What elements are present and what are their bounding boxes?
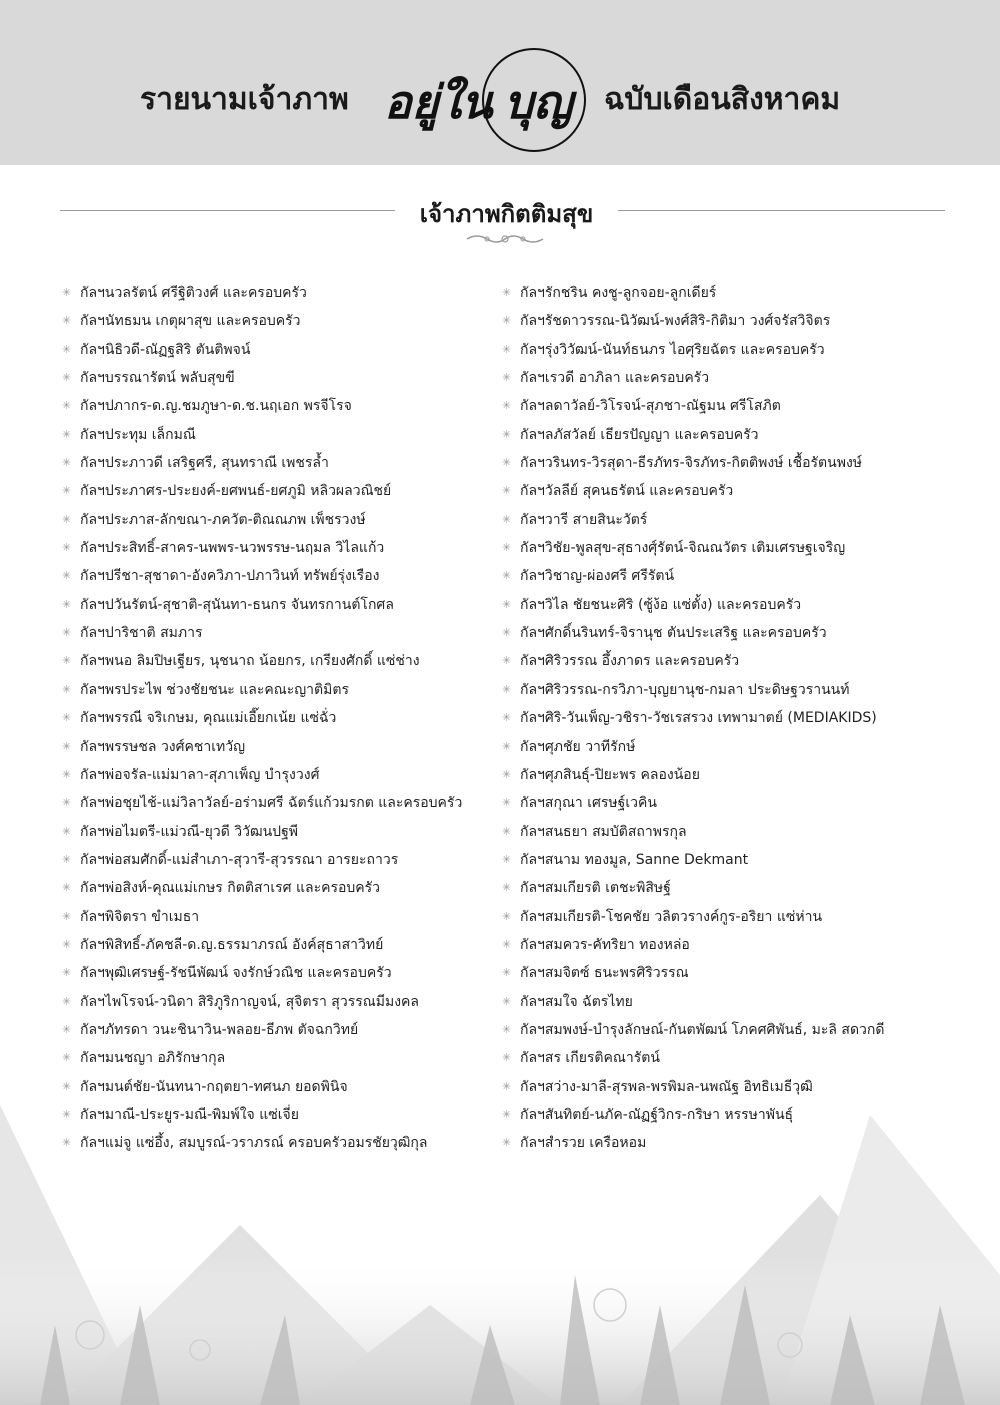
right-list-item — [502, 877, 942, 905]
donor-name: กัลฯรุ่งวิวัฒน์-นันท์ธนภร ไอศุริยฉัตร และครอบครัว — [520, 341, 825, 358]
section-heading — [60, 190, 945, 250]
left-list-item — [62, 537, 492, 565]
donor-name: กัลฯลดาวัลย์-วิโรจน์-สุภชา-ณัฐมน ศรีโสภิต — [520, 398, 781, 415]
donor-name: กัลฯภัทรดา วนะชินาวิน-พลอย-ธีภพ ตัจฉกวิทย์ — [80, 1021, 359, 1038]
bullet-icon: ✳ — [502, 767, 512, 781]
bullet-icon: ✳ — [502, 427, 512, 441]
donor-name: กัลฯนิธิวดี-ณัฏฐสิริ ตันติพจน์ — [80, 341, 251, 358]
donor-name: กัลฯศิริ-วันเพ็ญ-วชิรา-วัชเรสรวง เทพามาตย์ (MEDIAKIDS) — [520, 710, 877, 727]
bullet-icon: ✳ — [502, 852, 512, 866]
bullet-icon: ✳ — [502, 796, 512, 810]
left-list-item — [62, 821, 492, 849]
left-list-item — [62, 679, 492, 707]
bullet-icon: ✳ — [62, 1079, 72, 1093]
bullet-icon: ✳ — [62, 1136, 72, 1150]
bullet-icon: ✳ — [502, 1079, 512, 1093]
donor-name: กัลฯวรินทร-วิรสุดา-ธีรภัทร-จิรภัทร-กิตติพงษ์ เชื้อรัตนพงษ์ — [520, 455, 863, 472]
donor-name: กัลฯพุฒิเศรษฐ์-รัชนีพัฒน์ จงรักษ์วณิช และครอบครัว — [80, 965, 392, 982]
left-list-item — [62, 310, 492, 338]
left-list-item — [62, 1047, 492, 1075]
bullet-icon: ✳ — [62, 739, 72, 753]
right-list-item — [502, 395, 942, 423]
donor-name: กัลฯวารี สายสินะวัตร์ — [520, 511, 648, 528]
donor-name: กัลฯพ่อชุยไช้-แม่วิลาวัลย์-อร่ามศรี ฉัตร์แก้วมรกต และครอบครัว — [80, 795, 463, 812]
bullet-icon: ✳ — [62, 682, 72, 696]
donor-name: กัลฯรักชริน คงชู-ลูกจอย-ลูกเดียร์ — [520, 285, 717, 301]
bullet-icon: ✳ — [62, 1051, 72, 1065]
right-list-item — [502, 707, 942, 735]
donor-name: กัลฯประสิทธิ์-สาคร-นพพร-นวพรรษ-นฤมล วิไลแก้ว — [80, 540, 385, 557]
bullet-icon: ✳ — [502, 286, 512, 299]
donor-name: กัลฯสมพงษ์-บำรุงลักษณ์-กันตพัฒน์ โภคศศิพันธ์, มะลิ สดวกดี — [520, 1021, 885, 1038]
header-right-title: ฉบับเดือนสิงหาคม — [604, 82, 841, 117]
bullet-icon: ✳ — [502, 1107, 512, 1121]
donor-name: กัลฯประภาวดี เสริฐศรี, สุนทราณี เพชรล้ำ — [80, 455, 329, 472]
header-banner — [0, 0, 1000, 165]
right-list-item — [502, 339, 942, 367]
donor-name: กัลฯวัลลีย์ สุคนธรัตน์ และครอบครัว — [520, 483, 734, 500]
bullet-icon: ✳ — [502, 512, 512, 526]
bullet-icon: ✳ — [62, 512, 72, 526]
logo-text-right: บุญ — [504, 75, 573, 129]
bullet-icon: ✳ — [502, 654, 512, 668]
right-list-item — [502, 480, 942, 508]
bullet-icon: ✳ — [502, 1051, 512, 1065]
donor-name: กัลฯพ่อจรัล-แม่มาลา-สุภาเพ็ญ บำรุงวงศ์ — [80, 766, 320, 783]
bullet-icon: ✳ — [62, 711, 72, 725]
donor-name: กัลฯปภากร-ด.ญ.ชมภูษา-ด.ช.นฤเอก พรจีโรจ — [80, 398, 352, 415]
donor-name: กัลฯพนอ ลิมปิษเฐียร, นุชนาถ น้อยกร, เกรียงศักดิ์ แซ่ช่าง — [80, 653, 420, 670]
donor-name: กัลฯพ่อไมตรี-แม่วณี-ยุวดี วิวัฒนปฐพี — [80, 823, 299, 840]
bullet-icon: ✳ — [502, 1022, 512, 1036]
bullet-icon: ✳ — [502, 456, 512, 470]
left-list-item — [62, 452, 492, 480]
header-left-title: รายนามเจ้าภาพ — [140, 82, 349, 117]
bullet-icon: ✳ — [502, 881, 512, 895]
magazine-logo — [384, 48, 589, 160]
left-list-item — [62, 991, 492, 1019]
right-list-item — [502, 849, 942, 877]
bullet-icon: ✳ — [62, 427, 72, 441]
donor-name: กัลฯสมเกียรติ เตชะพิสิษฐ์ — [520, 880, 671, 897]
donor-name: กัลฯรัชดาวรรณ-นิวัฒน์-พงศ์สิริ-กิติมา วงศ์จรัสวิจิตร — [520, 313, 831, 330]
right-list-item — [502, 424, 942, 452]
donor-name: กัลฯประทุม เล็กมณี — [80, 426, 196, 443]
left-list-item — [62, 509, 492, 537]
bullet-icon: ✳ — [62, 569, 72, 583]
right-list-item — [502, 509, 942, 537]
donor-name: กัลฯวิชัย-พูลสุข-สุธางศุ์รัตน์-จิณณวัตร เติมเศรษฐเจริญ — [520, 540, 846, 557]
donor-name: กัลฯปรีชา-สุชาดา-อังควิภา-ปภาวินท์ ทรัพย์รุ่งเรือง — [80, 568, 380, 585]
right-list-item — [502, 622, 942, 650]
right-list-item — [502, 310, 942, 338]
donor-name: กัลฯสำรวย เครือหอม — [520, 1135, 647, 1152]
bullet-icon: ✳ — [502, 569, 512, 583]
bullet-icon: ✳ — [62, 767, 72, 781]
donor-name: กัลฯเรวดี อาภิลา และครอบครัว — [520, 370, 710, 387]
donor-name: กัลฯพ่อสมศักดิ์-แม่สำเภา-สุวารี-สุวรรณา อารยะถาวร — [80, 851, 399, 868]
heading-rule-left — [60, 210, 395, 211]
donor-name: กัลฯมนต์ชัย-นันทนา-กฤตยา-ทศนภ ยอดพินิจ — [80, 1078, 348, 1095]
right-list-item — [502, 565, 942, 593]
left-list-item — [62, 565, 492, 593]
donor-name: กัลฯสันทิตย์-นภัค-ณัฏฐ์วิกร-กริษา หรรษาพันธุ์ — [520, 1106, 794, 1123]
bullet-icon: ✳ — [502, 597, 512, 611]
bullet-icon: ✳ — [62, 286, 72, 299]
donor-name: กัลฯมาณี-ประยูร-มณี-พิมพ์ใจ แซ่เจี่ย — [80, 1106, 299, 1123]
donor-name: กัลฯลภัสวัลย์ เธียรปัญญา และครอบครัว — [520, 426, 759, 443]
bullet-icon: ✳ — [62, 994, 72, 1008]
donor-name: กัลฯสนธยา สมบัติสถาพรกุล — [520, 823, 687, 840]
donor-name: กัลฯพิสิทธิ์-ภัคชลี-ด.ญ.ธรรมาภรณ์ อังค์สุธาสาวิทย์ — [80, 936, 384, 953]
bullet-icon: ✳ — [502, 371, 512, 385]
bullet-icon: ✳ — [62, 597, 72, 611]
donor-name: กัลฯศุภชัย วาทีรักษ์ — [520, 738, 636, 755]
left-list-item — [62, 367, 492, 395]
right-list-item — [502, 282, 942, 310]
right-list-item — [502, 679, 942, 707]
bullet-icon: ✳ — [502, 399, 512, 413]
donor-list-right — [502, 282, 942, 1161]
bullet-icon: ✳ — [62, 314, 72, 328]
left-list-item — [62, 906, 492, 934]
donor-name: กัลฯประภาส-ลักขณา-ภควัต-ติณณภพ เพ็ชรวงษ์ — [80, 511, 366, 528]
bullet-icon: ✳ — [62, 541, 72, 555]
donor-name: กัลฯพรประไพ ช่วงชัยชนะ และคณะญาติมิตร — [80, 681, 349, 698]
donor-name: กัลฯสมควร-คัทริยา ทองหล่อ — [520, 936, 690, 953]
bullet-icon: ✳ — [502, 966, 512, 980]
bullet-icon: ✳ — [62, 399, 72, 413]
right-list-item — [502, 367, 942, 395]
right-list-item — [502, 991, 942, 1019]
donor-name: กัลฯสกุณา เศรษฐ์เวคิน — [520, 795, 657, 812]
bullet-icon: ✳ — [502, 937, 512, 951]
bullet-icon: ✳ — [62, 654, 72, 668]
donor-name: กัลฯปวันรัตน์-สุชาติ-สุนันทา-ธนกร จันทรกานต์โกศล — [80, 596, 394, 613]
right-list-item — [502, 764, 942, 792]
donor-name: กัลฯบรรณารัตน์ พลับสุขขี — [80, 370, 235, 387]
right-list-item — [502, 906, 942, 934]
bullet-icon: ✳ — [502, 1136, 512, 1150]
bullet-icon: ✳ — [62, 1022, 72, 1036]
left-list-item — [62, 849, 492, 877]
left-list-item — [62, 877, 492, 905]
donor-name: กัลฯนัทธมน เกตุผาสุข และครอบครัว — [80, 313, 301, 330]
bullet-icon: ✳ — [62, 824, 72, 838]
bullet-icon: ✳ — [502, 824, 512, 838]
left-list-item — [62, 1019, 492, 1047]
ornament-icon — [465, 232, 545, 246]
right-list-item — [502, 1019, 942, 1047]
left-list-item — [62, 424, 492, 452]
bullet-icon: ✳ — [62, 371, 72, 385]
right-list-item — [502, 1047, 942, 1075]
donor-name: กัลฯสว่าง-มาลี-สุรพล-พรพิมล-นพณัฐ อิทธิเมธีวุฒิ — [520, 1078, 813, 1095]
bullet-icon: ✳ — [62, 937, 72, 951]
donor-name: กัลฯศักดิ์นรินทร์-จิรานุช ตันประเสริฐ และครอบครัว — [520, 625, 827, 642]
bullet-icon: ✳ — [502, 314, 512, 328]
bullet-icon: ✳ — [62, 909, 72, 923]
bullet-icon: ✳ — [62, 484, 72, 498]
right-list-item — [502, 962, 942, 990]
donor-list-left — [62, 282, 492, 1161]
donor-name: กัลฯพิจิตรา ขำเมธา — [80, 908, 200, 925]
donor-name: กัลฯศิริวรรณ อึ้งภาดร และครอบครัว — [520, 653, 740, 670]
bullet-icon: ✳ — [502, 342, 512, 356]
heading-rule-right — [618, 210, 945, 211]
donor-name: กัลฯสนาม ทองมูล, Sanne Dekmant — [520, 851, 749, 868]
left-list-item — [62, 480, 492, 508]
bullet-icon: ✳ — [62, 456, 72, 470]
donor-name: กัลฯพรรณี จริเกษม, คุณแม่เอี๊ยกเน้ย แซ่ฉั่ว — [80, 710, 337, 727]
donor-name: กัลฯสมจิตซ์ ธนะพรศิริวรรณ — [520, 965, 689, 982]
left-list-item — [62, 764, 492, 792]
right-list-item — [502, 650, 942, 678]
right-list-item — [502, 594, 942, 622]
donor-name: กัลฯประภาศร-ประยงค์-ยศพนธ์-ยศภูมิ หลิวผลวณิชย์ — [80, 483, 392, 500]
donor-name: กัลฯวิไล ชัยชนะศิริ (ซู้ง้อ แซ่ตั้ง) และครอบครัว — [520, 596, 802, 613]
left-list-item — [62, 934, 492, 962]
donor-name: กัลฯศิริวรรณ-กรวิภา-บุญยานุช-กมลา ประดิษฐวรานนท์ — [520, 681, 850, 698]
right-list-item — [502, 934, 942, 962]
bullet-icon: ✳ — [62, 342, 72, 356]
donor-name: กัลฯศุภสินธุ์-ปิยะพร คลองน้อย — [520, 766, 700, 783]
right-list-item — [502, 537, 942, 565]
bullet-icon: ✳ — [502, 541, 512, 555]
donor-name: กัลฯพ่อสิงห์-คุณแม่เกษร กิตติสาเรศ และครอบครัว — [80, 880, 381, 897]
bullet-icon: ✳ — [62, 881, 72, 895]
donor-name: กัลฯแม่จู แซ่อึ้ง, สมบูรณ์-วราภรณ์ ครอบครัวอมรชัยวุฒิกุล — [80, 1135, 428, 1152]
donor-name: กัลฯมนชญา อภิรักษากุล — [80, 1050, 226, 1067]
left-list-item — [62, 962, 492, 990]
donor-name: กัลฯวิชาญ-ผ่องศรี ศรีรัตน์ — [520, 568, 675, 585]
bullet-icon: ✳ — [62, 852, 72, 866]
bullet-icon: ✳ — [502, 909, 512, 923]
donor-name: กัลฯพรรษชล วงศ์คชาเทวัญ — [80, 738, 246, 755]
right-list-item — [502, 736, 942, 764]
left-list-item — [62, 707, 492, 735]
left-list-item — [62, 650, 492, 678]
right-list-item — [502, 452, 942, 480]
right-list-item — [502, 821, 942, 849]
left-list-item — [62, 395, 492, 423]
left-list-item — [62, 736, 492, 764]
bullet-icon: ✳ — [62, 626, 72, 640]
donor-name: กัลฯสร เกียรติคณารัตน์ — [520, 1050, 660, 1067]
donor-name: กัลฯไพโรจน์-วนิดา สิริภูริกาญจน์, สุจิตรา สุวรรณมีมงคล — [80, 993, 419, 1010]
bullet-icon: ✳ — [62, 966, 72, 980]
left-list-item — [62, 282, 492, 310]
left-list-item — [62, 622, 492, 650]
bullet-icon: ✳ — [62, 796, 72, 810]
bullet-icon: ✳ — [502, 739, 512, 753]
left-list-item — [62, 339, 492, 367]
decorative-crystal-mountains — [0, 1075, 1000, 1405]
donor-name: กัลฯนวลรัตน์ ศรีฐิติวงศ์ และครอบครัว — [80, 285, 307, 301]
donor-name: กัลฯสมเกียรติ-โชคชัย วลิตวรางค์กูร-อริยา แซ่ห่าน — [520, 908, 823, 925]
left-list-item — [62, 594, 492, 622]
left-list-item — [62, 792, 492, 820]
donor-name: กัลฯปาริชาติ สมภาร — [80, 625, 203, 642]
bullet-icon: ✳ — [502, 711, 512, 725]
right-list-item — [502, 792, 942, 820]
bullet-icon: ✳ — [502, 994, 512, 1008]
bullet-icon: ✳ — [502, 682, 512, 696]
section-title: เจ้าภาพกิตติมสุข — [419, 200, 594, 228]
bullet-icon: ✳ — [502, 626, 512, 640]
bullet-icon: ✳ — [502, 484, 512, 498]
bullet-icon: ✳ — [62, 1107, 72, 1121]
donor-name: กัลฯสมใจ ฉัตรไทย — [520, 993, 633, 1010]
logo-text-left: อยู่ใน — [384, 75, 493, 129]
